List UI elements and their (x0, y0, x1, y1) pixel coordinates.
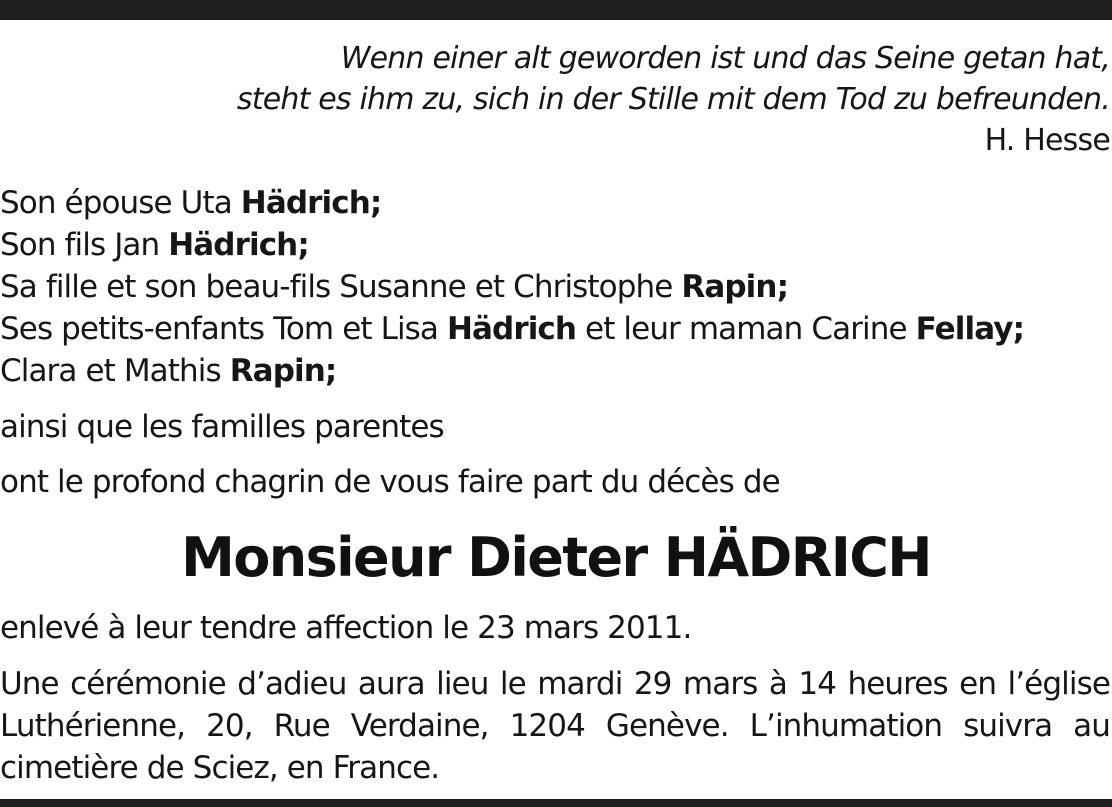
family-line-2-name: Hädrich; (168, 227, 309, 263)
quote-line-1: Wenn einer alt geworden ist und das Seine getan hat, (340, 41, 1110, 76)
family-line-1-text: Son épouse Uta (0, 185, 241, 221)
family-line-4-text: Ses petits-enfants Tom et Lisa (0, 311, 447, 347)
family-line-2 (0, 224, 1100, 266)
family-line-5-name: Rapin; (229, 353, 337, 389)
quote-author: H. Hesse (984, 123, 1110, 158)
ceremony-line-3: cimetière de Sciez, en France. (0, 750, 440, 786)
deceased-name: Monsieur Dieter HÄDRICH (181, 526, 931, 589)
family-line-3-name: Rapin; (681, 269, 789, 305)
ceremony-line-2: Luthérienne, 20, Rue Verdaine, 1204 Genève. L’inhumation suivra au (0, 708, 1110, 744)
announcement-line: ont le profond chagrin de vous faire part du décès de (0, 464, 780, 500)
family-line-4-name: Hädrich (446, 311, 577, 347)
top-border-rule (0, 0, 1112, 20)
family-line-5 (0, 350, 1100, 392)
death-date-line: enlevé à leur tendre affection le 23 mars 2011. (0, 610, 692, 646)
ceremony-paragraph (0, 663, 1110, 789)
family-line-3 (0, 266, 1100, 308)
family-line-1-name: Hädrich; (240, 185, 382, 221)
ceremony-line-1: Une cérémonie d’adieu aura lieu le mardi 29 mars à 14 heures en l’église (0, 666, 1110, 702)
relatives-line: ainsi que les familles parentes (0, 409, 444, 445)
epigraph-quote (10, 38, 1110, 161)
family-line-4-text-2: et leur maman Carine (576, 311, 916, 347)
family-line-1 (0, 182, 1100, 224)
family-line-4 (0, 308, 1100, 350)
family-line-2-text: Son fils Jan (0, 227, 169, 263)
bottom-border-rule (0, 799, 1112, 807)
quote-line-2: steht es ihm zu, sich in der Stille mit dem Tod zu befreunden. (236, 82, 1110, 117)
family-line-5-text: Clara et Mathis (0, 353, 230, 389)
family-line-3-text: Sa fille et son beau-fils Susanne et Christophe (0, 269, 682, 305)
family-line-4-name-2: Fellay; (915, 311, 1025, 347)
family-list (0, 182, 1100, 392)
